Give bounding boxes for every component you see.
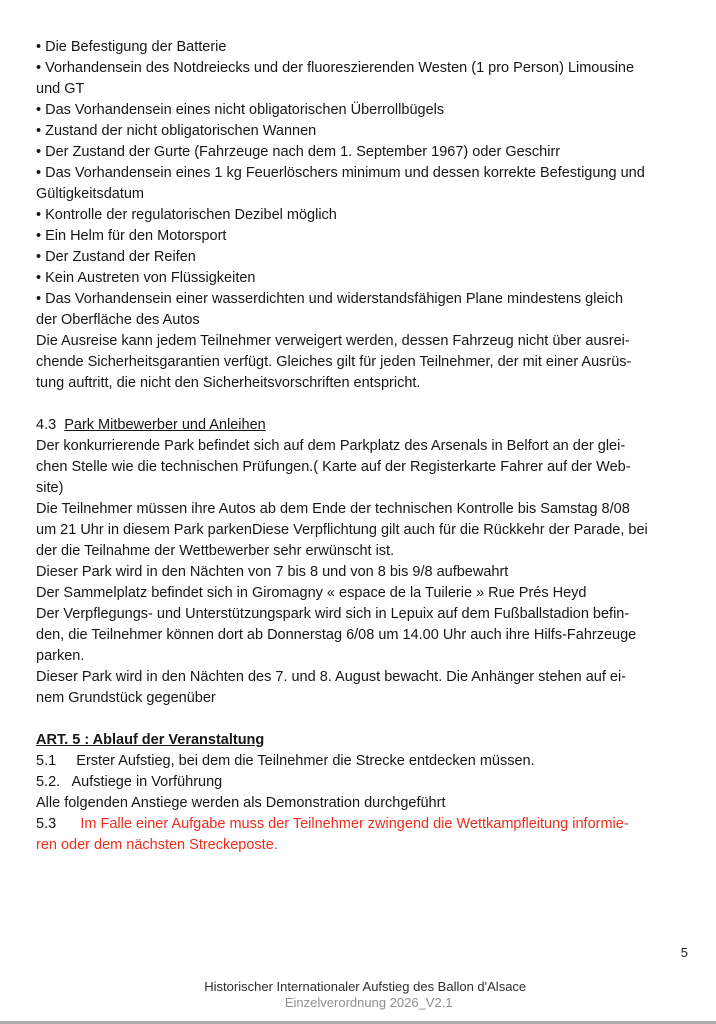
blank-line [36,394,700,415]
page-number: 5 [680,945,688,960]
text-line: chende Sicherheitsgarantien verfügt. Gleiches gilt für jeden Teilnehmer, der mit einer Ausrüs- [36,354,632,370]
text-line: • Ein Helm für den Motorsport [36,228,227,244]
text-line: chen Stelle wie die technischen Prüfungen.( Karte auf der Registerkarte Fahrer auf der Web- [36,459,631,475]
text-line: 4.3 Park Mitbewerber und Anleihen [36,417,266,433]
text-line: ren oder dem nächsten Streckeposte. [36,837,278,853]
text-line: Der Verpflegungs- und Unterstützungspark wird sich in Lepuix auf dem Fußballstadion befin- [36,606,630,622]
text-line: • Das Vorhandensein eines 1 kg Feuerlöschers minimum und dessen korrekte Befestigung und [36,165,645,181]
text-line: • Das Vorhandensein einer wasserdichten und widerstandsfähigen Plane mindestens gleich [36,291,624,307]
text-line: Gültigkeitsdatum [36,186,144,202]
text-line: 5.2. Aufstiege in Vorführung [36,774,223,790]
text-line: site) [36,480,64,496]
text-line: ART. 5 : Ablauf der Veranstaltung [36,732,265,748]
text-line: • Kein Austreten von Flüssigkeiten [36,270,256,286]
page-footer [0,963,716,1024]
text-line: Dieser Park wird in den Nächten des 7. und 8. August bewacht. Die Anhänger stehen auf ei- [36,669,627,685]
text-line: Der Sammelplatz befindet sich in Giromagny « espace de la Tuilerie » Rue Prés Heyd [36,585,587,601]
text-line: 5.3 Im Falle einer Aufgabe muss der Teilnehmer zwingend die Wettkampfleitung informie- [36,816,629,832]
text-line: • Das Vorhandensein eines nicht obligatorischen Überrollbügels [36,102,445,118]
text-line: • Kontrolle der regulatorischen Dezibel möglich [36,207,337,223]
text-line: nem Grundstück gegenüber [36,690,216,706]
text-line: Alle folgenden Anstiege werden als Demonstration durchgeführt [36,795,446,811]
text-line: • Die Befestigung der Batterie [36,39,227,55]
text-line: Der konkurrierende Park befindet sich auf dem Parkplatz des Arsenals in Belfort an der glei- [36,438,626,454]
document-lines [36,37,700,856]
text-line: Die Teilnehmer müssen ihre Autos ab dem Ende der technischen Kontrolle bis Samstag 8/08 [36,501,630,517]
text-line: der Oberfläche des Autos [36,312,200,328]
text-line: den, die Teilnehmer können dort ab Donnerstag 6/08 um 14.00 Uhr auch ihre Hilfs-Fahrzeuge [36,627,637,643]
text-line: • Zustand der nicht obligatorischen Wannen [36,123,317,139]
text-line: tung auftritt, die nicht den Sicherheitsvorschriften entspricht. [36,375,421,391]
text-line: der die Teilnahme der Wettbewerber sehr erwünscht ist. [36,543,395,559]
text-line: • Vorhandensein des Notdreiecks und der fluoreszierenden Westen (1 pro Person) Limousine [36,60,635,76]
text-line: 5.1 Erster Aufstieg, bei dem die Teilnehmer die Strecke entdecken müssen. [36,753,535,769]
footer-document-title: Historischer Internationaler Aufstieg des Ballon d'Alsace [204,979,527,994]
text-line: • Der Zustand der Gurte (Fahrzeuge nach dem 1. September 1967) oder Geschirr [36,144,561,160]
text-line: und GT [36,81,85,97]
text-line: Die Ausreise kann jedem Teilnehmer verweigert werden, dessen Fahrzeug nicht über ausrei- [36,333,630,349]
text-line: um 21 Uhr in diesem Park parkenDiese Verpflichtung gilt auch für die Rückkehr der Parade, bei [36,522,648,538]
text-line: • Der Zustand der Reifen [36,249,196,265]
footer-document-version: Einzelverordnung 2026_V2.1 [284,995,453,1010]
blank-line [36,709,700,730]
text-line: Dieser Park wird in den Nächten von 7 bis 8 und von 8 bis 9/8 aufbewahrt [36,564,509,580]
text-line: parken. [36,648,85,664]
